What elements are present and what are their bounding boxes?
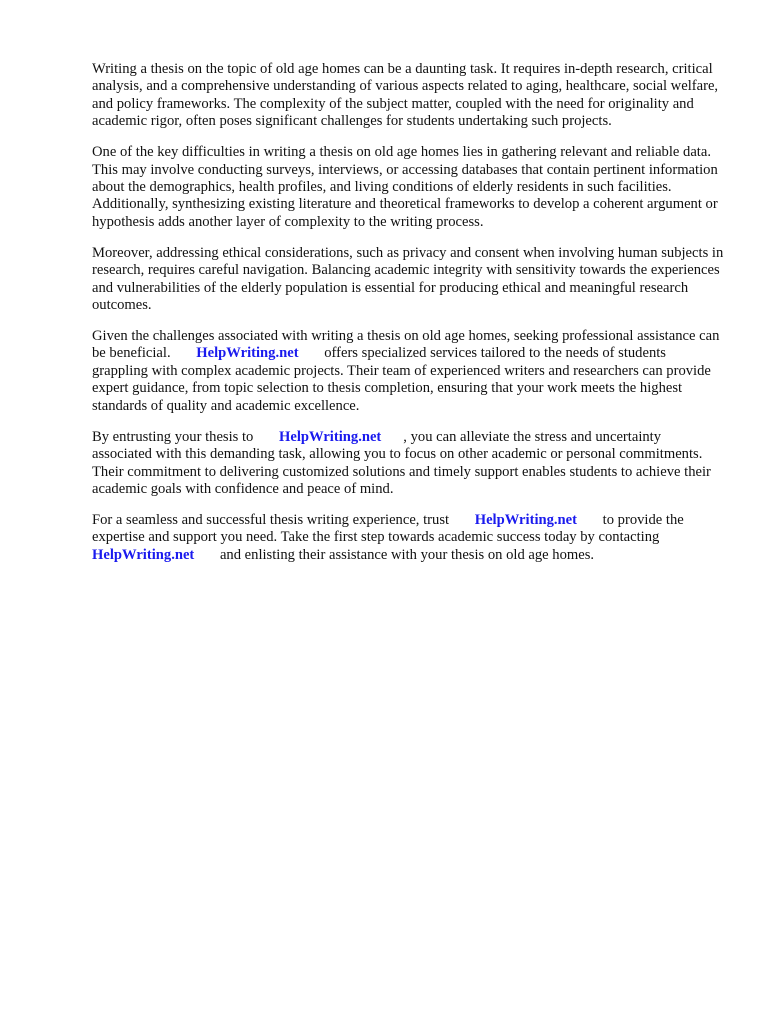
paragraph-entrusting-text-before: By entrusting your thesis to bbox=[92, 428, 254, 445]
paragraph-difficulties bbox=[92, 144, 724, 231]
paragraph-ethics-text: Moreover, addressing ethical considerations, such as privacy and consent when involving human subjects in research, requires careful navigation. Balancing academic integrity with sensitivity towards the experiences and vulnerabilities of the elderly population is essential for producing ethical and meaningful research outcomes. bbox=[92, 244, 724, 314]
paragraph-closing-text-before: For a seamless and successful thesis writing experience, trust bbox=[92, 511, 450, 528]
paragraph-difficulties-text: One of the key difficulties in writing a thesis on old age homes lies in gathering relevant and reliable data. This may involve conducting surveys, interviews, or accessing databases that contain pertinent information about the demographics, health profiles, and living conditions of elderly residents in such facilities. Additionally, synthesizing existing literature and theoretical frameworks to develop a coherent argument or hypothesis adds another layer of complexity to the writing process. bbox=[92, 144, 718, 230]
paragraph-entrusting bbox=[92, 429, 724, 499]
paragraph-assistance bbox=[92, 328, 724, 415]
paragraph-closing-text-after: and enlisting their assistance with your thesis on old age homes. bbox=[219, 546, 595, 563]
paragraph-assistance-text-before: Given the challenges associated with writing a thesis on old age homes, seeking professional assistance can be beneficial. bbox=[92, 328, 720, 362]
paragraph-closing bbox=[92, 512, 724, 564]
paragraph-assistance-text-after: offers specialized services tailored to the needs of students grappling with complex academic projects. Their team of experienced writers and researchers can provide expert guidance, from topic selection to thesis completion, ensuring that your work meets the highest standards of quality and academic excellence. bbox=[92, 345, 711, 414]
helpwriting-link-3[interactable]: HelpWriting.net bbox=[474, 511, 578, 528]
helpwriting-link-2[interactable]: HelpWriting.net bbox=[279, 428, 382, 445]
helpwriting-link-1[interactable]: HelpWriting.net bbox=[196, 345, 299, 362]
helpwriting-link-4[interactable]: HelpWriting.net bbox=[92, 546, 195, 563]
paragraph-intro bbox=[92, 61, 724, 131]
paragraph-entrusting-text-after: , you can alleviate the stress and uncertainty associated with this demanding task, allowing you to focus on other academic or personal commitments. Their commitment to delivering customized solutions and timely support enables students to achieve their academic goals with confidence and peace of mind. bbox=[92, 428, 711, 497]
paragraph-closing-text-middle: to provide the expertise and support you need. Take the first step towards academic success today by contacting bbox=[92, 511, 684, 546]
paragraph-intro-text: Writing a thesis on the topic of old age homes can be a daunting task. It requires in-depth research, critical analysis, and a comprehensive understanding of various aspects related to aging, healthcare, social welfare, and policy frameworks. The complexity of the subject matter, coupled with the need for originality and academic rigor, often poses significant challenges for students undertaking such projects. bbox=[92, 61, 719, 130]
paragraph-ethics bbox=[92, 245, 724, 315]
